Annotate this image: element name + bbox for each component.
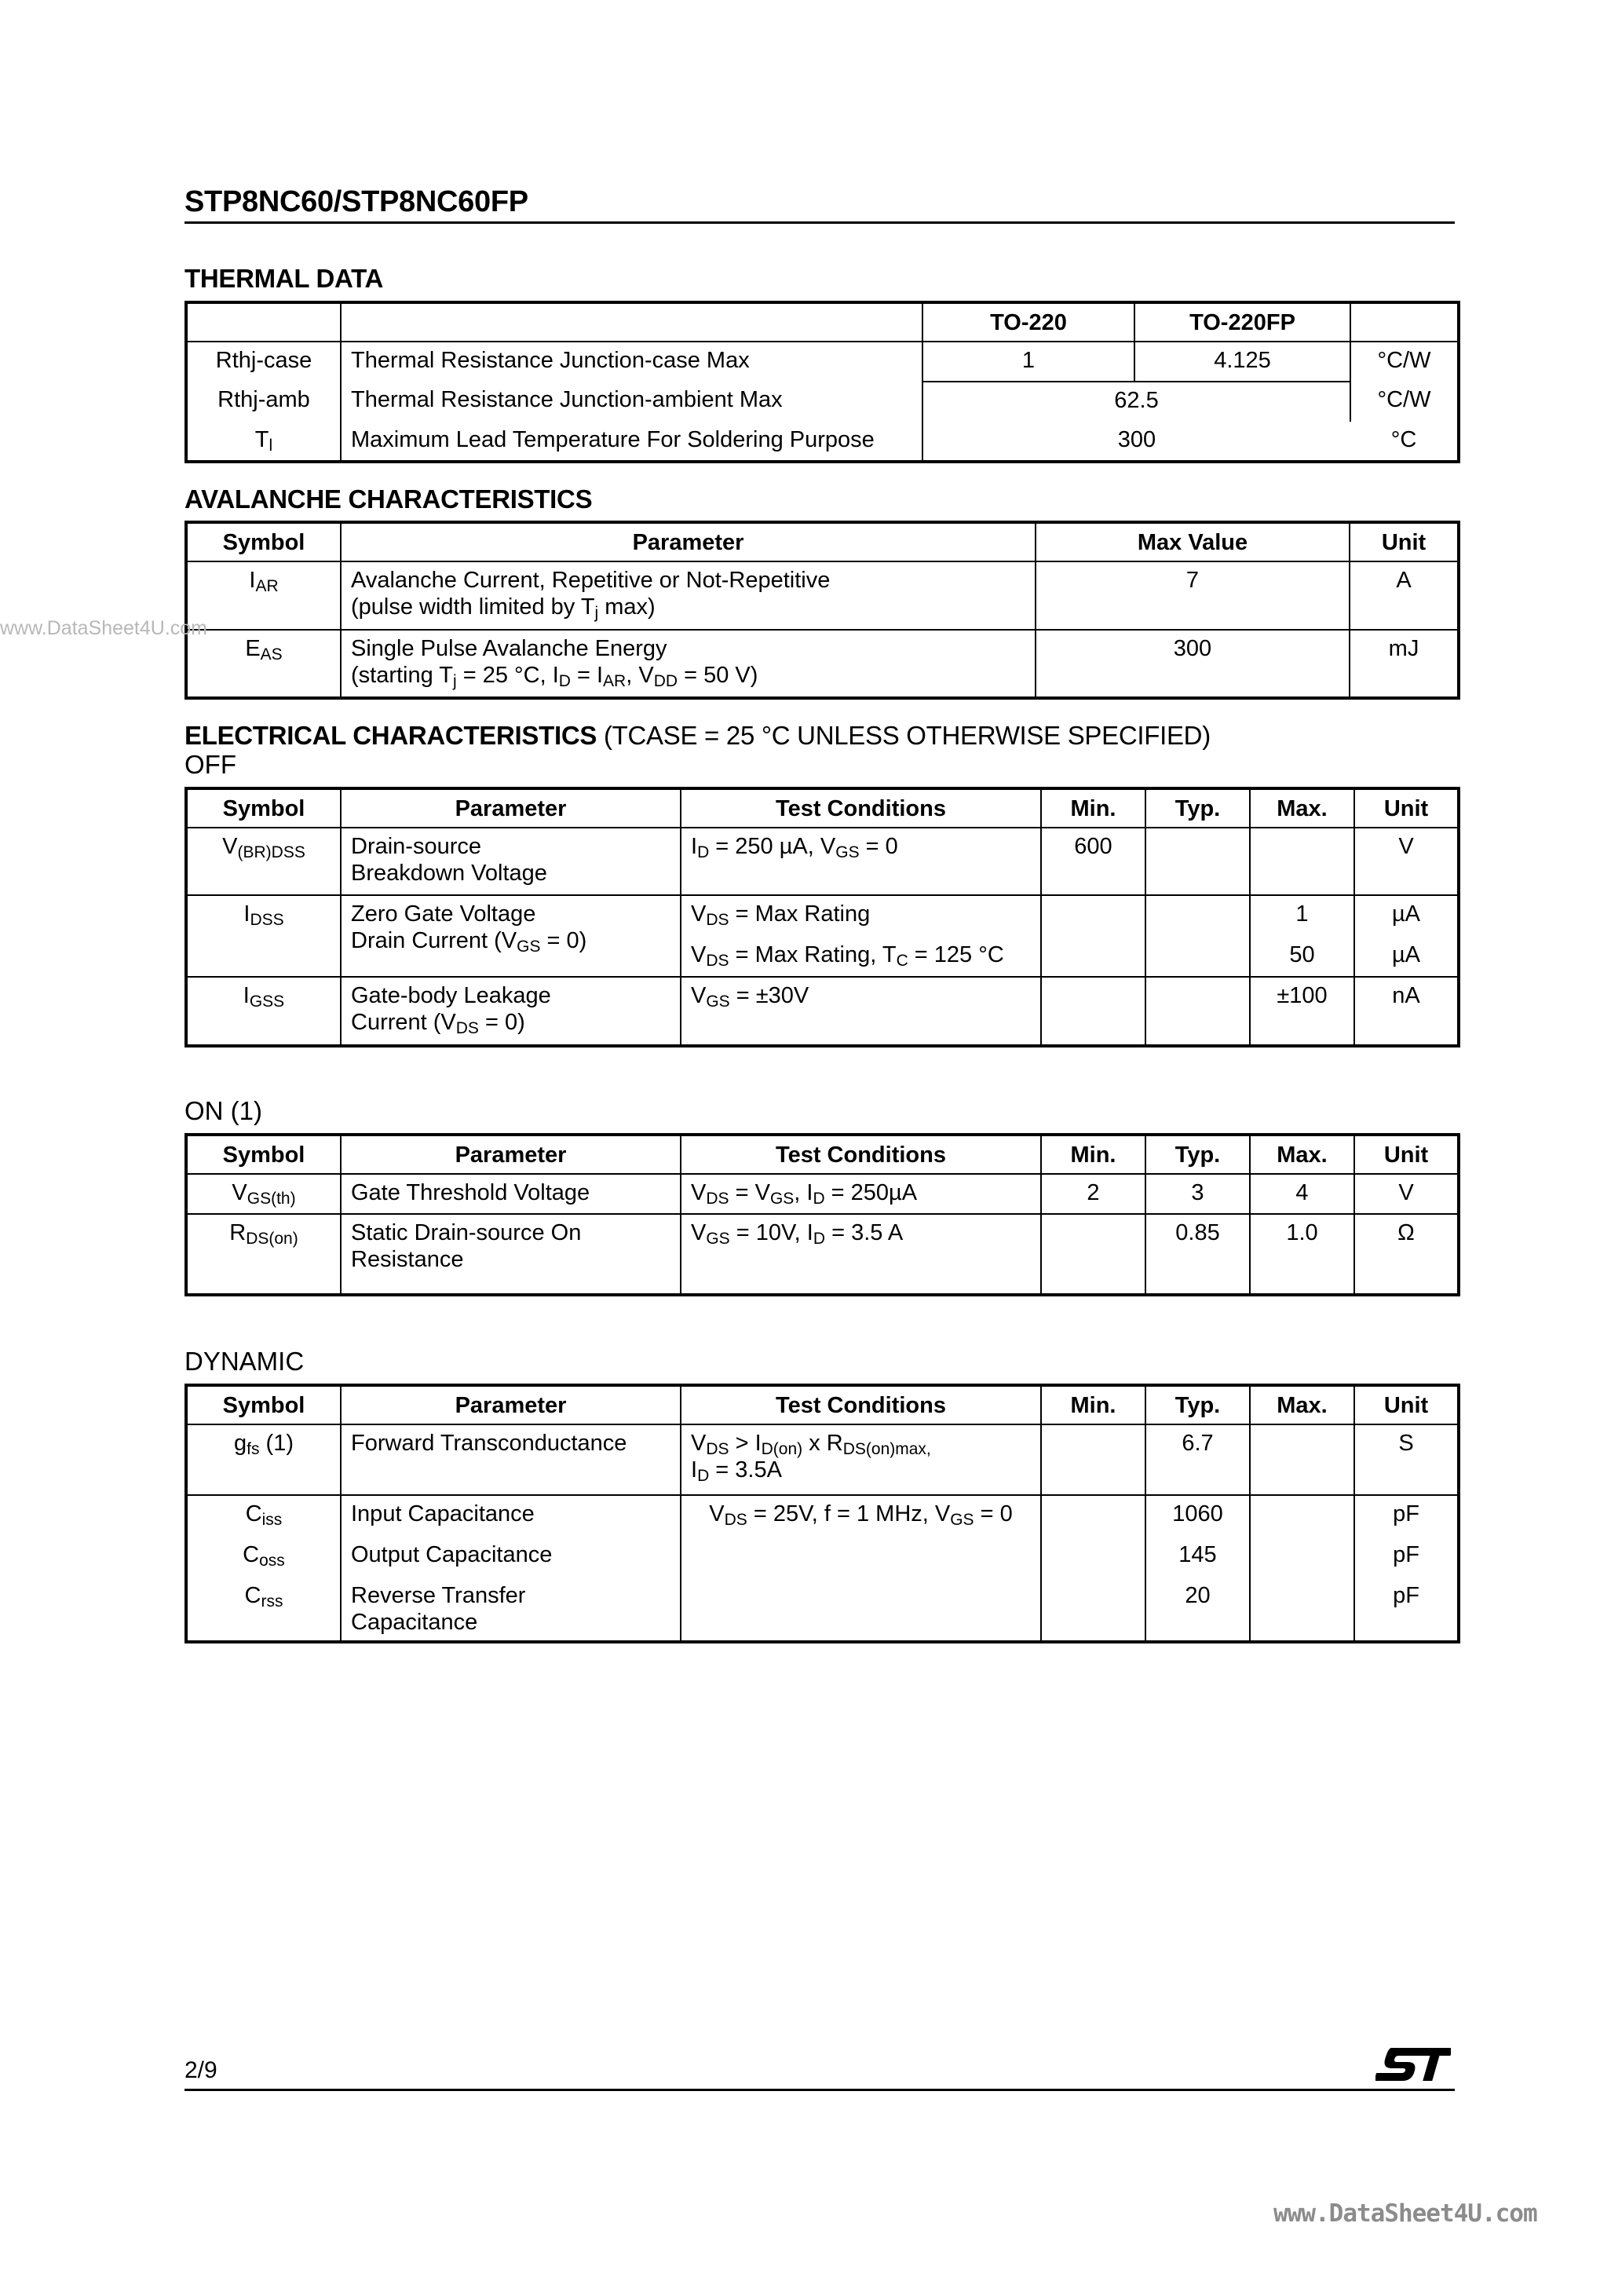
header-test-conditions: Test Conditions bbox=[681, 1135, 1041, 1174]
conditions-cell: $V_{GS} = \pm 30V$ bbox=[681, 977, 1041, 1046]
table-row bbox=[186, 1174, 1459, 1214]
typ-cell: 1060 145 20 bbox=[1145, 1495, 1250, 1642]
symbol-cell: $g_{fs}$ (1) bbox=[186, 1424, 341, 1495]
typ-cell bbox=[1145, 828, 1250, 895]
min-cell bbox=[1041, 1214, 1145, 1295]
min-cell: 2 bbox=[1041, 1174, 1145, 1214]
max-cell bbox=[1250, 1495, 1354, 1642]
watermark-left: www.DataSheet4U.com bbox=[0, 617, 208, 639]
typ-cell: 0.85 bbox=[1145, 1214, 1250, 1295]
max-cell: ±100 bbox=[1250, 977, 1354, 1046]
value-cell: 7 bbox=[1036, 561, 1350, 630]
avalanche-heading: AVALANCHE CHARACTERISTICS bbox=[184, 484, 593, 514]
st-logo-icon bbox=[1375, 2043, 1451, 2087]
table-row bbox=[186, 828, 1459, 895]
min-cell bbox=[1041, 1495, 1145, 1642]
conditions-cell: $I_D = 250$ µA, $V_{GS} = 0$ bbox=[681, 828, 1041, 895]
header-unit: Unit bbox=[1354, 788, 1459, 828]
col-to220: TO-220 bbox=[922, 302, 1134, 342]
unit-cell: °C/W bbox=[1350, 382, 1459, 422]
unit-cell: °C bbox=[1350, 422, 1459, 462]
header-typ: Typ. bbox=[1145, 1385, 1250, 1424]
table-row bbox=[186, 1214, 1459, 1295]
parameter-cell: Avalanche Current, Repetitive or Not-Repetitive (pulse width limited by $T_j$ max) bbox=[341, 561, 1036, 630]
off-table bbox=[184, 787, 1460, 1047]
parameter-cell: Input Capacitance Output Capacitance Reverse Transfer Capacitance bbox=[341, 1495, 681, 1642]
unit-cell: pF pF pF bbox=[1354, 1495, 1459, 1642]
unit-cell: S bbox=[1354, 1424, 1459, 1495]
parameter-cell: Single Pulse Avalanche Energy (starting $T_j = 25$ °C, $I_D = I_{AR}$, $V_{DD} = 50$ V) bbox=[341, 630, 1036, 698]
header-rule bbox=[184, 221, 1455, 224]
symbol-cell: $V_{(BR)DSS}$ bbox=[186, 828, 341, 895]
value-cell: 62.5 bbox=[922, 382, 1350, 422]
parameter-cell: Static Drain-source On Resistance bbox=[341, 1214, 681, 1295]
table-row bbox=[186, 977, 1459, 1046]
thermal-table bbox=[184, 301, 1460, 463]
unit-cell: mJ bbox=[1350, 630, 1459, 698]
max-cell: 1.0 bbox=[1250, 1214, 1354, 1295]
value-cell: 300 bbox=[1036, 630, 1350, 698]
header-max: Max. bbox=[1250, 1385, 1354, 1424]
unit-cell: V bbox=[1354, 828, 1459, 895]
parameter-cell: Forward Transconductance bbox=[341, 1424, 681, 1495]
avalanche-table bbox=[184, 521, 1460, 700]
dynamic-label: DYNAMIC bbox=[184, 1347, 305, 1376]
unit-cell: °C/W bbox=[1350, 342, 1459, 382]
unit-cell: nA bbox=[1354, 977, 1459, 1046]
off-label: OFF bbox=[184, 750, 236, 779]
table-row bbox=[186, 422, 1459, 462]
conditions-cell: $V_{GS} = 10V$, $I_D = 3.5$ A bbox=[681, 1214, 1041, 1295]
unit-cell: V bbox=[1354, 1174, 1459, 1214]
col-to220fp: TO-220FP bbox=[1134, 302, 1350, 342]
parameter-cell: Gate-body Leakage Current $(V_{DS} = 0)$ bbox=[341, 977, 681, 1046]
typ-cell: 3 bbox=[1145, 1174, 1250, 1214]
conditions-cell: $V_{DS} = V_{GS}$, $I_D = 250\mu A$ bbox=[681, 1174, 1041, 1214]
parameter-cell: Zero Gate Voltage Drain Current $(V_{GS} = 0)$ bbox=[341, 895, 681, 977]
min-cell: 600 bbox=[1041, 828, 1145, 895]
parameter-cell: Maximum Lead Temperature For Soldering Purpose bbox=[341, 422, 922, 462]
parameter-cell: Gate Threshold Voltage bbox=[341, 1174, 681, 1214]
header-symbol: Symbol bbox=[186, 788, 341, 828]
table-row bbox=[186, 561, 1459, 630]
thermal-heading: THERMAL DATA bbox=[184, 264, 384, 293]
table-row bbox=[186, 895, 1459, 977]
typ-cell bbox=[1145, 977, 1250, 1046]
max-cell: 4 bbox=[1250, 1174, 1354, 1214]
max-cell bbox=[1250, 1424, 1354, 1495]
symbol-cell: $R_{DS(on)}$ bbox=[186, 1214, 341, 1295]
header-min: Min. bbox=[1041, 1385, 1145, 1424]
parameter-cell: Drain-source Breakdown Voltage bbox=[341, 828, 681, 895]
min-cell bbox=[1041, 895, 1145, 977]
document-title: STP8NC60/STP8NC60FP bbox=[184, 185, 528, 218]
table-row bbox=[186, 630, 1459, 698]
on-label: ON (1) bbox=[184, 1096, 262, 1125]
header-max: Max. bbox=[1250, 1135, 1354, 1174]
value-cell: 1 bbox=[922, 342, 1134, 382]
header-unit: Unit bbox=[1354, 1385, 1459, 1424]
header-test-conditions: Test Conditions bbox=[681, 788, 1041, 828]
watermark-bottom-right: www.DataSheet4U.com bbox=[1273, 2199, 1537, 2228]
header-max: Max. bbox=[1250, 788, 1354, 828]
typ-cell bbox=[1145, 895, 1250, 977]
symbol-cell: Rthj-case bbox=[186, 342, 341, 382]
table-row bbox=[186, 1495, 1459, 1642]
dynamic-table bbox=[184, 1384, 1460, 1643]
conditions-cell: $V_{DS}$ = Max Rating $V_{DS}$ = Max Rating, $T_C = 125$ °C bbox=[681, 895, 1041, 977]
header-symbol: Symbol bbox=[186, 1135, 341, 1174]
electrical-heading: ELECTRICAL CHARACTERISTICS (TCASE = 25 °C UNLESS OTHERWISE SPECIFIED) bbox=[184, 721, 1211, 750]
symbol-cell: $I_{AR}$ bbox=[186, 561, 341, 630]
header-min: Min. bbox=[1041, 1135, 1145, 1174]
symbol-cell: $I_{GSS}$ bbox=[186, 977, 341, 1046]
header-symbol: Symbol bbox=[186, 522, 341, 561]
symbol-cell: $I_{DSS}$ bbox=[186, 895, 341, 977]
header-parameter: Parameter bbox=[341, 1385, 681, 1424]
symbol-cell: $V_{GS(th)}$ bbox=[186, 1174, 341, 1214]
header-unit: Unit bbox=[1354, 1135, 1459, 1174]
header-parameter: Parameter bbox=[341, 522, 1036, 561]
header-parameter: Parameter bbox=[341, 788, 681, 828]
header-symbol: Symbol bbox=[186, 1385, 341, 1424]
header-test-conditions: Test Conditions bbox=[681, 1385, 1041, 1424]
on-table bbox=[184, 1133, 1460, 1296]
table-row bbox=[186, 382, 1459, 422]
parameter-cell: Thermal Resistance Junction-ambient Max bbox=[341, 382, 922, 422]
max-cell bbox=[1250, 828, 1354, 895]
header-min: Min. bbox=[1041, 788, 1145, 828]
symbol-cell: $T_l$ bbox=[186, 422, 341, 462]
header-max-value: Max Value bbox=[1036, 522, 1350, 561]
max-cell: 1 50 bbox=[1250, 895, 1354, 977]
symbol-cell: $E_{AS}$ bbox=[186, 630, 341, 698]
value-cell: 4.125 bbox=[1134, 342, 1350, 382]
unit-cell: Ω bbox=[1354, 1214, 1459, 1295]
symbol-cell: Rthj-amb bbox=[186, 382, 341, 422]
parameter-cell: Thermal Resistance Junction-case Max bbox=[341, 342, 922, 382]
footer-rule bbox=[184, 2089, 1455, 2091]
table-row bbox=[186, 342, 1459, 382]
header-typ: Typ. bbox=[1145, 788, 1250, 828]
conditions-cell: $V_{DS} = 25V$, f = 1 MHz, $V_{GS} = 0$ bbox=[681, 1495, 1041, 1642]
header-parameter: Parameter bbox=[341, 1135, 681, 1174]
unit-cell: A bbox=[1350, 561, 1459, 630]
value-cell: 300 bbox=[922, 422, 1350, 462]
typ-cell: 6.7 bbox=[1145, 1424, 1250, 1495]
unit-cell: µA µA bbox=[1354, 895, 1459, 977]
header-typ: Typ. bbox=[1145, 1135, 1250, 1174]
header-unit: Unit bbox=[1350, 522, 1459, 561]
table-row bbox=[186, 1424, 1459, 1495]
conditions-cell: $V_{DS} > I_{D(on)}$ x $R_{DS(on)max,}$ $I_D = 3.5A$ bbox=[681, 1424, 1041, 1495]
page-number: 2/9 bbox=[184, 2057, 217, 2083]
min-cell bbox=[1041, 1424, 1145, 1495]
min-cell bbox=[1041, 977, 1145, 1046]
symbol-cell: $C_{iss}$ $C_{oss}$ $C_{rss}$ bbox=[186, 1495, 341, 1642]
